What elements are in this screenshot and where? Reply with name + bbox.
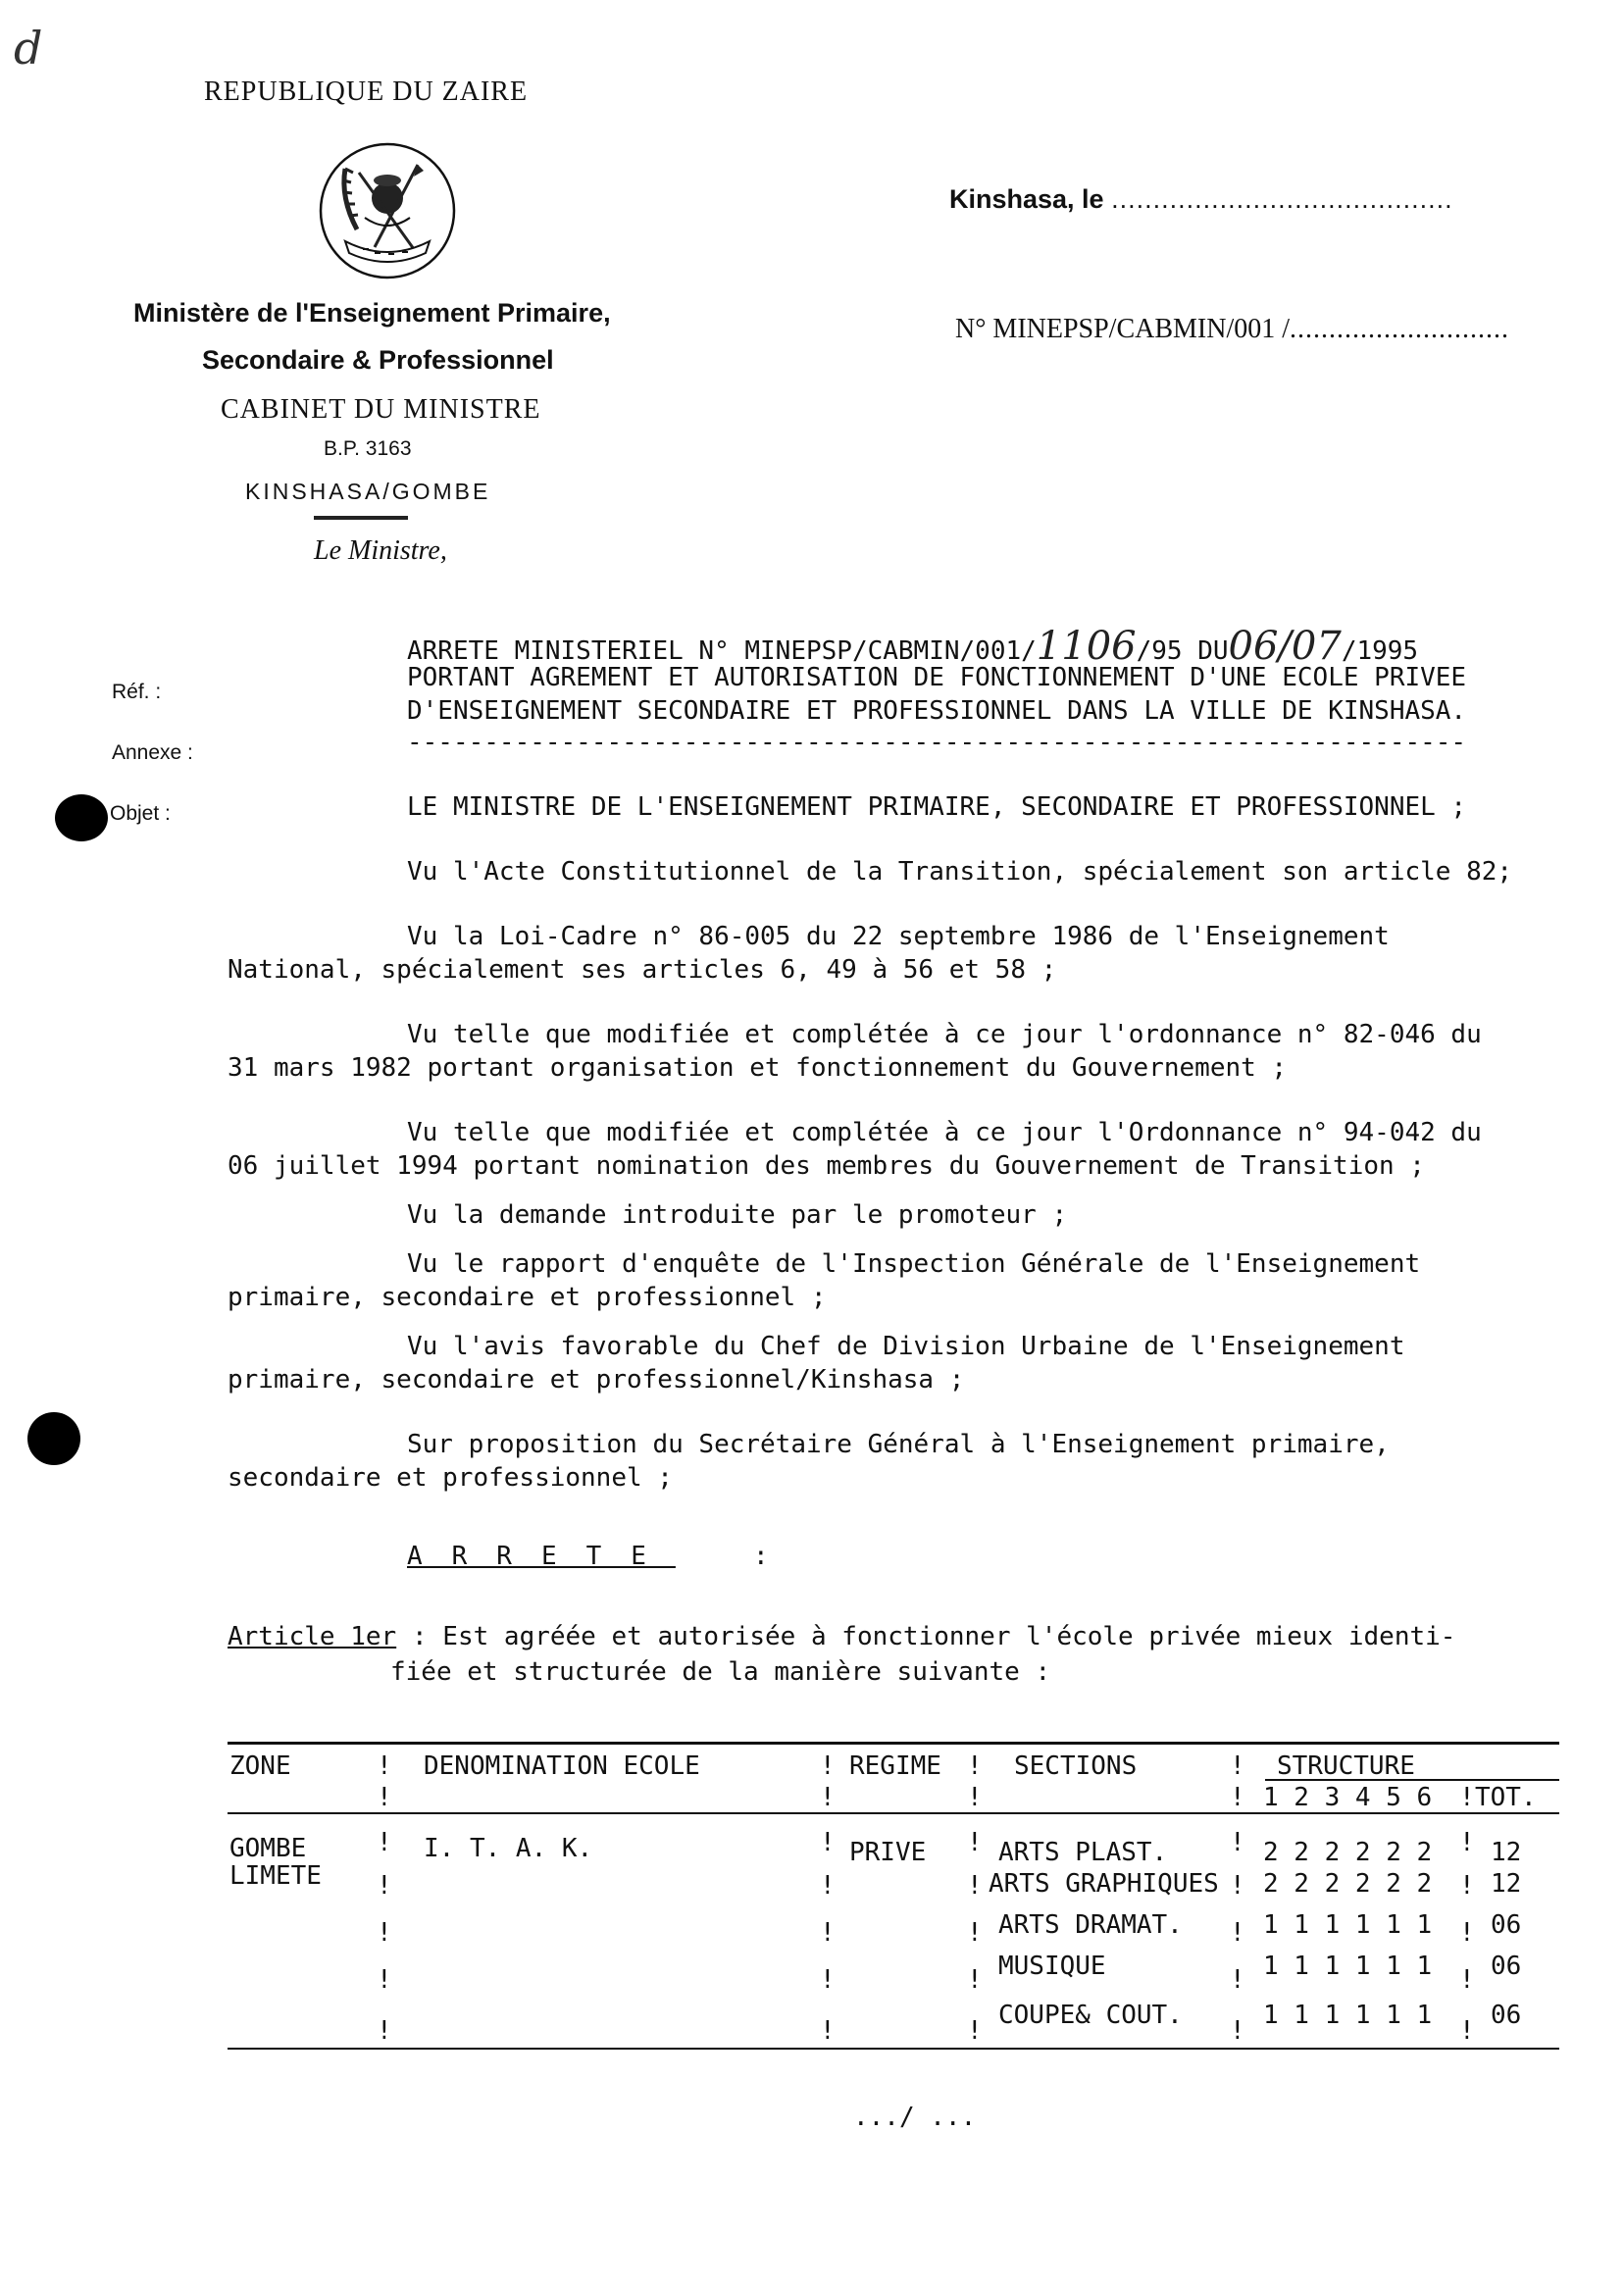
col-separator: !: [820, 1783, 836, 1812]
preamble-proposition-line1: Sur proposition du Secrétaire Général à l'Enseignement primaire,: [407, 1430, 1390, 1459]
ink-blot: [55, 794, 108, 841]
arrete-colon: :: [753, 1542, 769, 1571]
preamble-vu7-line2: primaire, secondaire et professionnel/Kinshasa ;: [228, 1365, 965, 1395]
school-name: I. T. A. K.: [424, 1834, 593, 1863]
school-regime: PRIVE: [849, 1838, 927, 1867]
section-levels: 1 1 1 1 1 1: [1263, 1910, 1433, 1940]
section-levels: 1 1 1 1 1 1: [1263, 2001, 1433, 2030]
preamble-vu6-line2: primaire, secondaire et professionnel ;: [228, 1283, 827, 1312]
objet-field: Objet :: [110, 802, 171, 825]
preamble-proposition-line2: secondaire et professionnel ;: [228, 1463, 673, 1493]
section-total: 12: [1491, 1869, 1522, 1899]
col-separator: !: [1459, 1783, 1475, 1812]
preamble-vu2-line2: National, spécialement ses articles 6, 49 à 56 et 58 ;: [228, 955, 1057, 985]
col-separator: !: [377, 1751, 392, 1781]
preamble-vu3-line2: 31 mars 1982 portant organisation et fonctionnement du Gouvernement ;: [228, 1053, 1288, 1083]
col-separator: !: [1459, 1828, 1475, 1857]
col-separator: !: [820, 2016, 836, 2046]
section-name: ARTS PLAST.: [998, 1838, 1168, 1867]
reference-number-label: N° MINEPSP/CABMIN/001 /: [955, 314, 1291, 344]
place-date-line: [949, 184, 1453, 215]
col-separator: !: [820, 1828, 836, 1857]
col-separator: !: [1230, 1871, 1245, 1901]
section-levels: 2 2 2 2 2 2: [1263, 1869, 1433, 1899]
date-blank: .........................................: [1111, 184, 1453, 214]
preamble-vu4-line1: Vu telle que modifiée et complétée à ce jour l'Ordonnance n° 94-042 du: [407, 1118, 1482, 1147]
decree-subtitle-line2: D'ENSEIGNEMENT SECONDAIRE ET PROFESSIONNEL DANS LA VILLE DE KINSHASA.: [407, 696, 1467, 726]
handwritten-decree-number: 1106: [1036, 624, 1137, 669]
country-name: REPUBLIQUE DU ZAIRE: [204, 76, 529, 107]
col-separator: !: [1230, 1965, 1245, 1995]
article1-label: Article 1er: [228, 1622, 397, 1651]
decree-subtitle-line1: PORTANT AGREMENT ET AUTORISATION DE FONCTIONNEMENT D'UNE ECOLE PRIVEE: [407, 663, 1467, 692]
col-separator: !: [377, 1965, 392, 1995]
table-top-rule: [228, 1742, 1559, 1745]
decree-title-prefix: ARRETE MINISTERIEL N° MINEPSP/CABMIN/001/: [407, 636, 1037, 666]
col-separator: !: [967, 1783, 983, 1812]
decree-separator: ---------------------------------------------------------------------: [407, 728, 1467, 757]
col-separator: !: [377, 1783, 392, 1812]
col-separator: !: [1459, 1965, 1475, 1995]
corner-handwritten-mark: d: [14, 22, 43, 75]
city-address: KINSHASA/GOMBE: [245, 479, 491, 504]
reference-number-blank: ............................: [1290, 314, 1510, 344]
preamble-vu6-line1: Vu le rapport d'enquête de l'Inspection Générale de l'Enseignement: [407, 1249, 1421, 1279]
section-total: 06: [1491, 1952, 1522, 1981]
handwritten-day: 06: [1228, 624, 1279, 669]
preamble-vu2-line1: Vu la Loi-Cadre n° 86-005 du 22 septembre 1986 de l'Enseignement: [407, 922, 1390, 951]
table-bottom-rule: [228, 2048, 1559, 2050]
section-total: 12: [1491, 1838, 1522, 1867]
ministry-name-line2: Secondaire & Professionnel: [202, 345, 554, 375]
article1-text-line1: : Est agréée et autorisée à fonctionner l'école privée mieux identi-: [412, 1622, 1456, 1651]
col-separator: !: [967, 1828, 983, 1857]
col-separator: !: [967, 1871, 983, 1901]
header-sections: SECTIONS: [1014, 1751, 1138, 1781]
col-separator: !: [967, 1918, 983, 1948]
col-separator: !: [1230, 1783, 1245, 1812]
col-separator: !: [820, 1751, 836, 1781]
col-separator: !: [377, 1918, 392, 1948]
cabinet-heading: CABINET DU MINISTRE: [221, 394, 541, 425]
place-date-label: Kinshasa, le: [949, 184, 1104, 214]
punch-hole: [27, 1412, 80, 1465]
col-separator: !: [377, 1871, 392, 1901]
annexe-field: Annexe :: [112, 741, 193, 764]
continuation-mark: .../ ...: [853, 2103, 977, 2132]
col-separator: !: [1230, 2016, 1245, 2046]
preamble-vu7-line1: Vu l'avis favorable du Chef de Division Urbaine de l'Enseignement: [407, 1332, 1405, 1361]
col-separator: !: [820, 1871, 836, 1901]
col-separator: !: [1230, 1918, 1245, 1948]
handwritten-month: 07: [1291, 624, 1342, 669]
zaire-coat-of-arms-icon: [316, 139, 459, 282]
handwritten-date-sep: /: [1278, 624, 1292, 669]
section-total: 06: [1491, 2001, 1522, 2030]
col-separator: !: [1230, 1751, 1245, 1781]
col-separator: !: [967, 1965, 983, 1995]
section-name: ARTS DRAMAT.: [998, 1910, 1183, 1940]
col-separator: !: [1459, 1918, 1475, 1948]
arrete-heading: ARRETE: [407, 1542, 676, 1571]
col-separator: !: [377, 1828, 392, 1857]
preamble-vu5: Vu la demande introduite par le promoteur ;: [407, 1200, 1068, 1230]
header-levels: 1 2 3 4 5 6: [1263, 1783, 1433, 1812]
section-name: COUPE& COUT.: [998, 2001, 1183, 2030]
col-separator: !: [967, 2016, 983, 2046]
table-header-rule: [228, 1812, 1559, 1814]
preamble-minister: LE MINISTRE DE L'ENSEIGNEMENT PRIMAIRE, SECONDAIRE ET PROFESSIONNEL ;: [407, 792, 1467, 822]
header-total: TOT.: [1475, 1783, 1537, 1812]
signatory-title: Le Ministre,: [314, 535, 447, 566]
section-name: ARTS GRAPHIQUES: [989, 1869, 1219, 1899]
decree-title-year: /1995: [1341, 636, 1419, 666]
col-separator: !: [1459, 1871, 1475, 1901]
col-separator: !: [820, 1965, 836, 1995]
header-structure: STRUCTURE: [1277, 1751, 1415, 1781]
zone-line1: GOMBE: [229, 1834, 307, 1863]
preamble-vu1: Vu l'Acte Constitutionnel de la Transition, spécialement son article 82;: [407, 857, 1513, 887]
preamble-vu3-line1: Vu telle que modifiée et complétée à ce jour l'ordonnance n° 82-046 du: [407, 1020, 1482, 1049]
address-underline: [314, 516, 408, 520]
section-name: MUSIQUE: [998, 1952, 1106, 1981]
header-regime: REGIME: [849, 1751, 941, 1781]
po-box: B.P. 3163: [324, 437, 412, 460]
col-separator: !: [967, 1751, 983, 1781]
col-separator: !: [820, 1918, 836, 1948]
section-levels: 2 2 2 2 2 2: [1263, 1838, 1433, 1867]
col-separator: !: [377, 2016, 392, 2046]
reference-number-line: [955, 314, 1509, 345]
section-levels: 1 1 1 1 1 1: [1263, 1952, 1433, 1981]
col-separator: !: [1459, 2016, 1475, 2046]
article1-text-line2: fiée et structurée de la manière suivante :: [390, 1657, 1051, 1687]
section-total: 06: [1491, 1910, 1522, 1940]
ministry-name-line1: Ministère de l'Enseignement Primaire,: [133, 298, 611, 328]
header-zone: ZONE: [229, 1751, 291, 1781]
decree-title-mid: /95 DU: [1136, 636, 1229, 666]
col-separator: !: [1230, 1828, 1245, 1857]
header-school-name: DENOMINATION ECOLE: [424, 1751, 700, 1781]
ref-field: Réf. :: [112, 681, 162, 703]
zone-line2: LIMETE: [229, 1861, 322, 1891]
preamble-vu4-line2: 06 juillet 1994 portant nomination des membres du Gouvernement de Transition ;: [228, 1151, 1425, 1181]
